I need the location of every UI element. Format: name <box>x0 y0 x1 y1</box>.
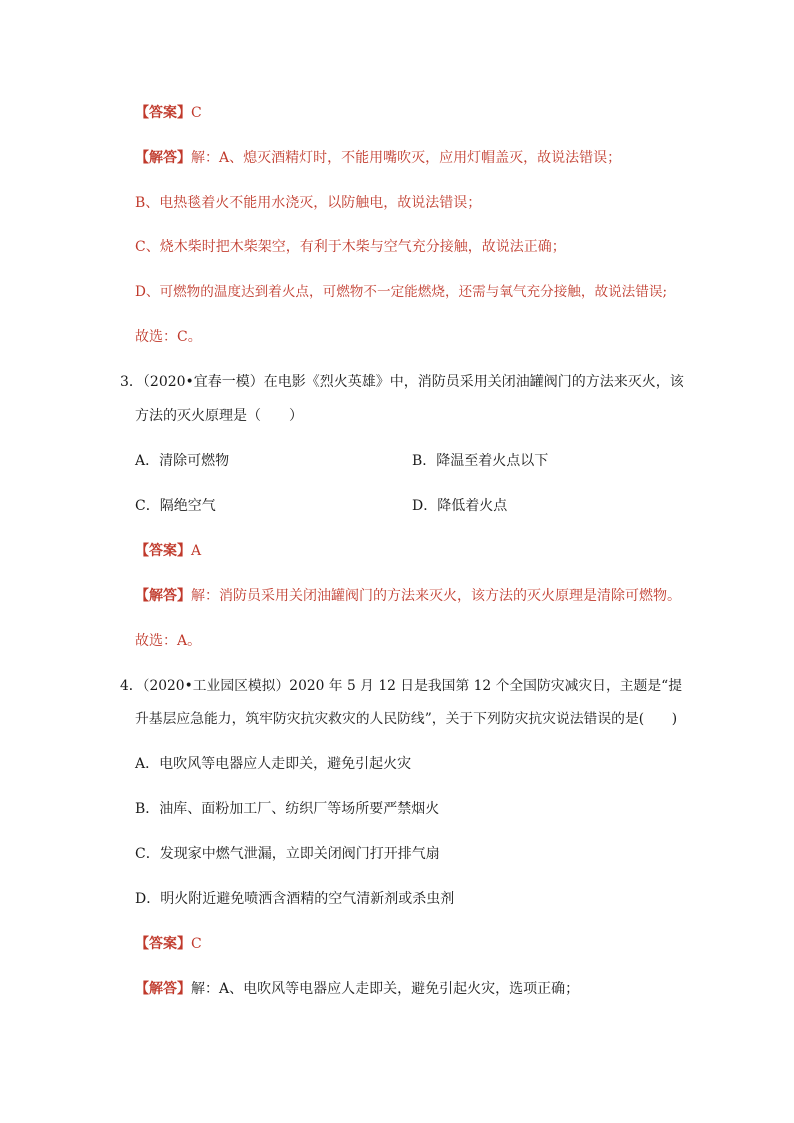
q3-stem-line2: 方法的灭火原理是（ ） <box>135 408 303 424</box>
q3-stem-line1: 3．（2020•宜春一模）在电影《烈火英雄》中，消防员采用关闭油罐阀门的方法来灭火，该 <box>120 374 684 390</box>
q4-option-b: B．油库、面粉加工厂、纺织厂等场所要严禁烟火 <box>135 801 440 817</box>
q3-analysis <box>135 586 681 606</box>
q4-stem-line1: 4．（2020•工业园区模拟）2020 年 5 月 12 日是我国第 12 个全国防灾减灾日，主题是“提 <box>120 678 682 694</box>
q3-options-row1 <box>135 451 695 471</box>
q2-conclusion: 故选：C。 <box>135 329 202 345</box>
q2-analysis-c: C、烧木柴时把木柴架空，有利于木柴与空气充分接触，故说法正确； <box>135 239 566 255</box>
q3-option-a: A．清除可燃物 <box>135 453 230 469</box>
answer-value: C <box>191 105 202 121</box>
analysis-tag: 【解答】 <box>135 981 191 997</box>
q2-analysis-a <box>135 148 621 168</box>
q4-stem-line2: 升基层应急能力，筑牢防灾抗灾救灾的人民防线”，关于下列防灾抗灾说法错误的是( ) <box>135 711 678 727</box>
analysis-tag: 【解答】 <box>135 588 191 604</box>
q3-option-b: B．降温至着火点以下 <box>412 453 549 469</box>
q3-conclusion: 故选：A。 <box>135 633 202 649</box>
q3-options-row2 <box>135 496 695 516</box>
answer-tag: 【答案】 <box>135 543 191 559</box>
answer-value: C <box>191 936 202 952</box>
q4-analysis-a <box>135 979 579 999</box>
q2-analysis-b: B、电热毯着火不能用水浇灭，以防触电，故说法错误； <box>135 195 482 211</box>
analysis-text: 解：消防员采用关闭油罐阀门的方法来灭火，该方法的灭火原理是清除可燃物。 <box>191 588 681 604</box>
q2-answer <box>135 103 202 123</box>
q4-option-d: D．明火附近避免喷洒含酒精的空气清新剂或杀虫剂 <box>135 891 455 907</box>
analysis-tag: 【解答】 <box>135 150 191 166</box>
q2-analysis-d: D、可燃物的温度达到着火点，可燃物不一定能燃烧，还需与氧气充分接触，故说法错误; <box>135 284 668 300</box>
q3-option-c: C．隔绝空气 <box>135 498 216 514</box>
analysis-text: 解：A、电吹风等电器应人走即关，避免引起火灾，选项正确； <box>191 981 580 997</box>
q4-answer <box>135 934 202 954</box>
answer-tag: 【答案】 <box>135 105 191 121</box>
q3-answer <box>135 541 201 561</box>
analysis-text: 解：A、熄灭酒精灯时，不能用嘴吹灭，应用灯帽盖灭，故说法错误； <box>191 150 622 166</box>
q4-option-c: C．发现家中燃气泄漏，立即关闭阀门打开排气扇 <box>135 846 440 862</box>
answer-tag: 【答案】 <box>135 936 191 952</box>
q3-option-d: D．降低着火点 <box>412 498 508 514</box>
q4-option-a: A．电吹风等电器应人走即关，避免引起火灾 <box>135 756 412 772</box>
answer-value: A <box>191 543 202 559</box>
